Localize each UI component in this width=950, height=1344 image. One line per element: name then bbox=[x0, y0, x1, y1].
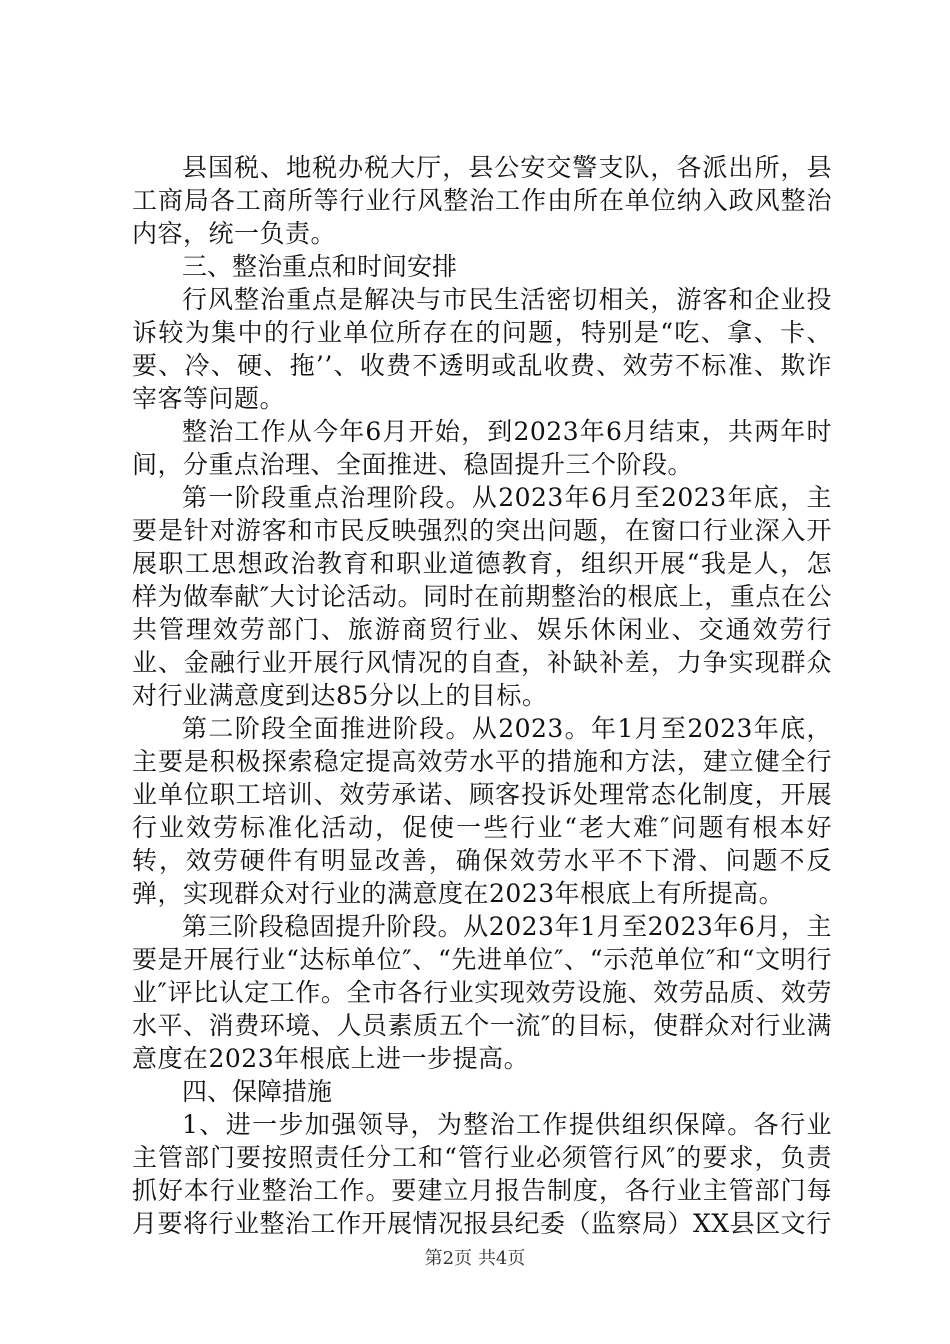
section-heading-4: 四、保障措施 bbox=[182, 1077, 333, 1106]
paragraph-schedule: 整治工作从今年6月开始，到2023年6月结束，共两年时间，分重点治理、全面推进、稳固提升三个阶段。 bbox=[132, 417, 832, 479]
paragraph-phase-2: 第二阶段全面推进阶段。从2023。年1月至2023年底，主要是积极探索稳定提高效劳水平的措施和方法，建立健全行业单位职工培训、效劳承诺、顾客投诉处理常态化制度，开展行业效劳标准化活动，促使一些行业“老大难″问题有根本好转，效劳硬件有明显改善，确保效劳水平不下滑、问题不反弹，实现群众对行业的满意度在2023年根底上有所提高。 bbox=[132, 714, 832, 908]
page-number-footer: 第2页 共4页 bbox=[424, 1248, 526, 1269]
paragraph-focus: 行风整治重点是解决与市民生活密切相关，游客和企业投诉较为集中的行业单位所存在的问题，特别是“吃、拿、卡、要、冷、硬、拖’’、收费不透明或乱收费、效劳不标准、欺诈宰客等问题。 bbox=[132, 285, 832, 413]
paragraph-phase-3: 第三阶段稳固提升阶段。从2023年1月至2023年6月，主要是开展行业“达标单位″、“先进单位″、“示范单位″和“文明行业″评比认定工作。全市各行业实现效劳设施、效劳品质、效劳水平、消费环境、人员素质五个一流″的目标，使群众对行业满意度在2023年根底上进一步提高。 bbox=[132, 912, 832, 1073]
paragraph-tax-halls: 县国税、地税办税大厅，县公安交警支队，各派出所，县工商局各工商所等行业行风整治工作由所在单位纳入政风整治内容，统一负责。 bbox=[132, 153, 832, 248]
paragraph-phase-1: 第一阶段重点治理阶段。从2023年6月至2023年底，主要是针对游客和市民反映强烈的突出问题，在窗口行业深入开展职工思想政治教育和职业道德教育，组织开展“我是人，怎样为做奉献″大讨论活动。同时在前期整治的根底上，重点在公共管理效劳部门、旅游商贸行业、娱乐休闲业、交通效劳行业、金融行业开展行风情况的自查，补缺补差，力争实现群众对行业满意度到达85分以上的目标。 bbox=[132, 483, 832, 710]
document-body bbox=[132, 151, 832, 1240]
section-heading-3: 三、整治重点和时间安排 bbox=[182, 252, 458, 281]
paragraph-measure-1: 1、进一步加强领导，为整治工作提供组织保障。各行业主管部门要按照责任分工和“管行业必须管行风″的要求，负责抓好本行业整治工作。要建立月报告制度，各行业主管部门每月要将行业整治工作开展情况报县纪委（监察局）XX县区文行 bbox=[132, 1110, 832, 1238]
